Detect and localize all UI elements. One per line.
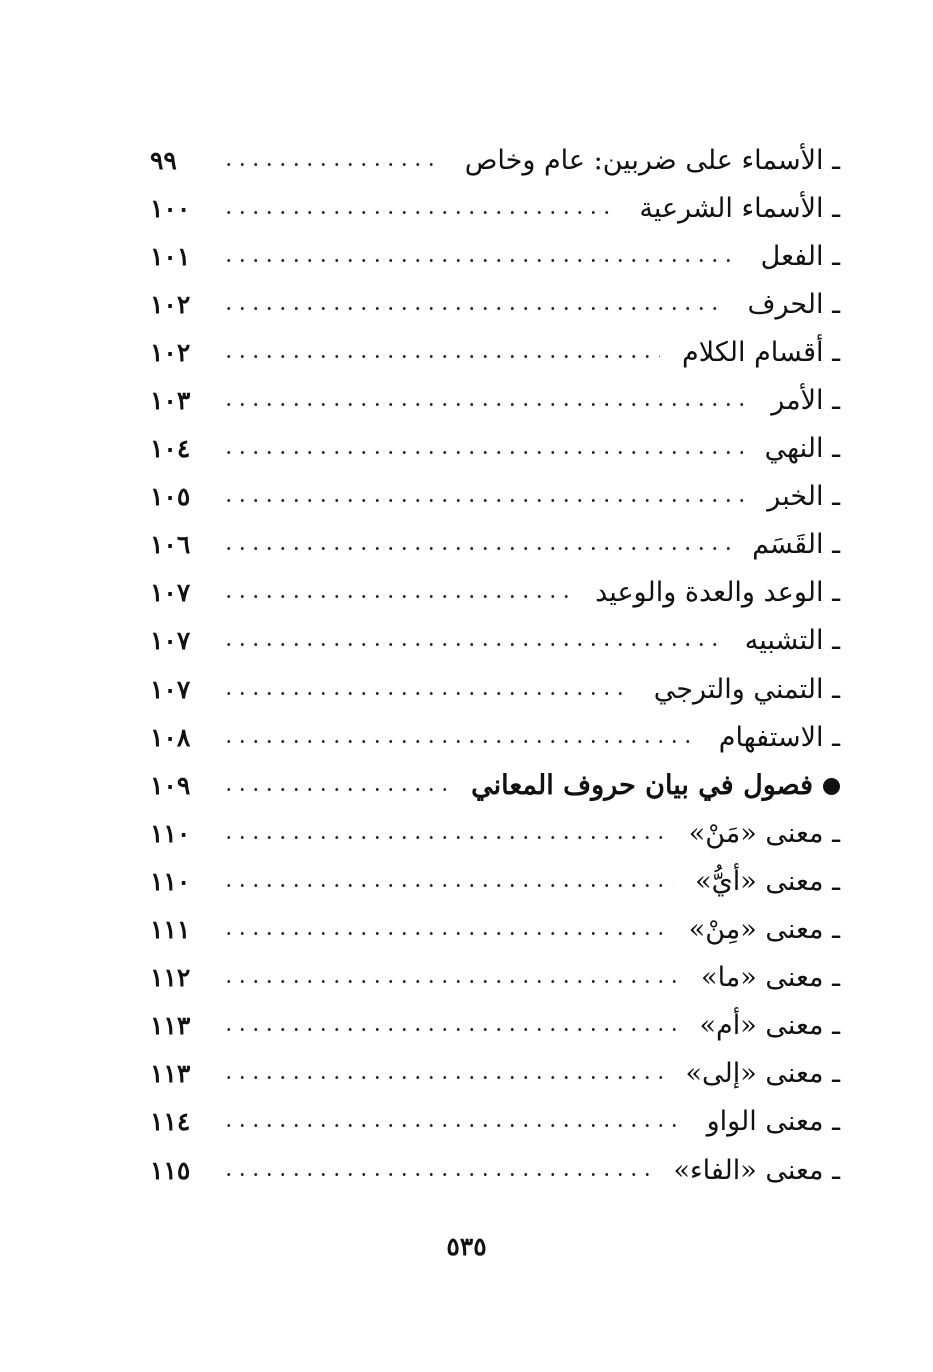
toc-entry xyxy=(150,280,840,328)
toc-entry-title xyxy=(678,1010,840,1041)
toc-entry-title xyxy=(697,722,840,753)
toc-entry-title-text: ـ الفعل xyxy=(760,240,840,272)
toc-entry-title-text: ـ الأمر xyxy=(771,385,840,417)
toc-entry-title-text: ـ الاستفهام xyxy=(718,721,840,753)
toc-entry xyxy=(150,1146,840,1194)
dot-leader xyxy=(222,1076,664,1079)
dot-leader xyxy=(222,499,745,502)
toc-entry-title-text: ـ الأسماء الشرعية xyxy=(639,192,840,224)
toc-entry xyxy=(150,136,840,184)
toc-entry-page: ١١١ xyxy=(150,915,191,945)
dot-leader xyxy=(222,884,673,887)
toc-entry-title xyxy=(679,962,840,993)
toc-entry-title xyxy=(632,674,840,705)
dot-leader xyxy=(222,932,667,935)
toc-entry xyxy=(150,232,840,280)
toc-entry-title xyxy=(723,625,840,656)
toc-entry-title xyxy=(749,385,840,416)
toc-entry-page: ١٠٧ xyxy=(150,626,191,656)
toc-entry-title-text: ـ الخبر xyxy=(767,481,840,513)
toc-entry xyxy=(150,569,840,617)
toc-entry-page: ١١٢ xyxy=(150,963,191,993)
toc-entry xyxy=(150,809,840,857)
toc-entry-title xyxy=(443,145,840,176)
toc-entry-page: ٩٩ xyxy=(150,145,177,175)
toc-entry-title-text: ـ معنى «الفاء» xyxy=(673,1154,840,1186)
dot-leader xyxy=(222,788,449,791)
toc-entry-title xyxy=(651,1155,840,1186)
toc-entry-title xyxy=(743,433,840,464)
toc-entry-title-text: ـ الحرف xyxy=(747,288,840,320)
toc-entry-title xyxy=(667,818,840,849)
toc-entry-page: ١٠٢ xyxy=(150,337,191,367)
toc-entry xyxy=(150,1098,840,1146)
toc-entry-title xyxy=(660,337,840,368)
toc-entry-title xyxy=(685,1106,840,1137)
dot-leader xyxy=(222,211,617,214)
toc-entry-title-text: ـ معنى «مِنْ» xyxy=(688,914,840,946)
toc-entry-title xyxy=(617,193,840,224)
toc-entry xyxy=(150,376,840,424)
toc-entry-page: ١١٣ xyxy=(150,1059,191,1089)
toc-entry-title-text: ـ أقسام الكلام xyxy=(682,336,840,368)
toc-entry xyxy=(150,425,840,473)
toc-entry-title-text: ـ معنى «ما» xyxy=(701,962,840,994)
dot-leader xyxy=(222,1028,678,1031)
toc-entry xyxy=(150,521,840,569)
dot-leader xyxy=(222,980,679,983)
toc-entry-title xyxy=(673,866,840,897)
toc-entry-page: ١١٤ xyxy=(150,1107,191,1137)
toc-entry xyxy=(150,473,840,521)
bullet-icon xyxy=(823,778,840,795)
toc-entry-page: ١٠٣ xyxy=(150,386,191,416)
page-number: ٥٣٥ xyxy=(446,1232,487,1261)
toc-entry-page: ١٠٧ xyxy=(150,674,191,704)
toc-entry-title-text: ـ الأسماء على ضربين: عام وخاص xyxy=(464,144,840,176)
toc-entry-title-text: فصول في بيان حروف المعاني xyxy=(471,769,813,801)
dot-leader xyxy=(222,692,632,695)
toc-entry xyxy=(150,713,840,761)
dot-leader xyxy=(222,355,660,358)
toc-entry-title xyxy=(449,770,840,801)
toc-entry-title-text: ـ التشبيه xyxy=(744,625,840,657)
toc-entry-title-text: ـ معنى «إلى» xyxy=(685,1058,840,1090)
dot-leader xyxy=(222,836,667,839)
toc-entry-page: ١١٣ xyxy=(150,1011,191,1041)
toc-entry-page: ١١٥ xyxy=(150,1155,191,1185)
dot-leader xyxy=(222,547,730,550)
toc-section-heading xyxy=(150,761,840,809)
toc-entry-title xyxy=(745,481,840,512)
toc-entry-page: ١٠٠ xyxy=(150,193,191,223)
dot-leader xyxy=(222,740,697,743)
toc-entry-title xyxy=(739,241,840,272)
toc-entry-page: ١١٠ xyxy=(150,818,191,848)
toc-entry-page: ١٠٥ xyxy=(150,482,191,512)
toc-entry-page: ١٠٤ xyxy=(150,434,191,464)
toc-entry xyxy=(150,954,840,1002)
toc-entry-title-text: ـ معنى «مَنْ» xyxy=(688,817,840,849)
toc-entry xyxy=(150,1002,840,1050)
dot-leader xyxy=(222,1124,685,1127)
toc-entry-title-text: ـ معنى «أيُّ» xyxy=(695,865,840,897)
toc-entry-page: ١٠٢ xyxy=(150,289,191,319)
toc-entry xyxy=(150,1050,840,1098)
dot-leader xyxy=(222,403,749,406)
toc-entry xyxy=(150,184,840,232)
toc-entry-title xyxy=(573,577,840,608)
toc-entry-title xyxy=(730,529,840,560)
dot-leader xyxy=(222,307,725,310)
toc-entry-title xyxy=(667,914,840,945)
toc-entry-page: ١٠٩ xyxy=(150,770,191,800)
toc-entry-title-text: ـ معنى «أم» xyxy=(699,1010,840,1042)
toc-entry-title xyxy=(664,1058,841,1089)
toc-entry-title-text: ـ القَسَم xyxy=(752,529,840,561)
toc-entry xyxy=(150,857,840,905)
dot-leader xyxy=(222,451,743,454)
dot-leader xyxy=(222,595,573,598)
toc-entry-title-text: ـ التمني والترجي xyxy=(653,673,840,705)
toc-entry xyxy=(150,665,840,713)
toc-entry-page: ١٠١ xyxy=(150,241,191,271)
toc-entry-title-text: ـ الوعد والعدة والوعيد xyxy=(595,577,840,609)
toc-entry-page: ١٠٨ xyxy=(150,722,191,752)
dot-leader xyxy=(222,259,739,262)
toc-entry-title-text: ـ النهي xyxy=(764,433,840,465)
toc-entry xyxy=(150,617,840,665)
toc-entry xyxy=(150,328,840,376)
dot-leader xyxy=(222,1173,651,1176)
dot-leader xyxy=(222,643,723,646)
toc-entry-page: ١٠٧ xyxy=(150,578,191,608)
toc-entry-title-text: ـ معنى الواو xyxy=(706,1106,840,1138)
toc-entry-page: ١١٠ xyxy=(150,866,191,896)
toc-entry-title xyxy=(725,289,840,320)
dot-leader xyxy=(222,163,443,166)
table-of-contents xyxy=(150,136,840,1194)
toc-entry xyxy=(150,906,840,954)
toc-entry-page: ١٠٦ xyxy=(150,530,191,560)
